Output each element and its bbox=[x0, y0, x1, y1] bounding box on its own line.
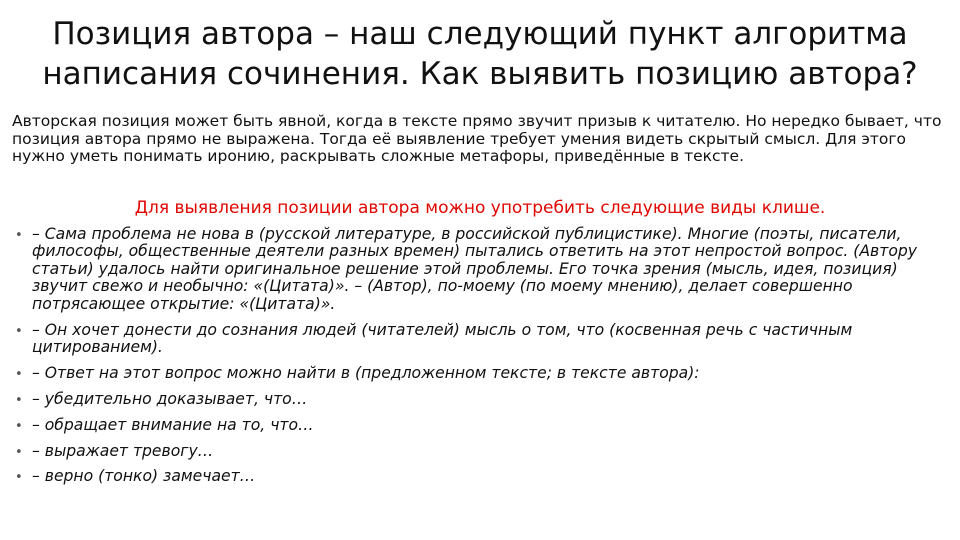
list-item-text: – Ответ на этот вопрос можно найти в (предложенном тексте; в тексте автора): bbox=[32, 363, 700, 382]
bullet-dot-icon: • bbox=[15, 323, 23, 339]
list-item-text: – убедительно доказывает, что… bbox=[32, 389, 308, 408]
list-item-text: – Он хочет донести до сознания людей (читателей) мысль о том, что (косвенная речь с частичным цитированием). bbox=[32, 320, 853, 356]
list-item bbox=[12, 365, 946, 382]
list-item-text: – Сама проблема не нова в (русской литературе, в российской публицистике). Многие (поэты, писатели, философы, общественные деятели разных времен) пытались ответить на этот непростой вопрос. (Автору статьи) удалось найти оригинальное решение этой проблемы. Его точка зрения (мысль, идея, позиция) звучит свежо и необычно: «(Цитата)». – (Автор), по-моему (по моему мнению), делает совершенно потрясающее открытие: «(Цитата)». bbox=[32, 225, 917, 313]
list-item bbox=[12, 417, 946, 434]
list-item-text: – выражает тревогу… bbox=[32, 441, 214, 460]
bullet-dot-icon: • bbox=[15, 366, 23, 382]
list-item bbox=[12, 322, 946, 357]
intro-paragraph: Авторская позиция может быть явной, когда в тексте прямо звучит призыв к читателю. Но нередко бывает, что позиция автора прямо не выражена. Тогда её выявление требует умения видеть скрытый смысл. Для этого нужно уметь понимать иронию, раскрывать сложные метафоры, приведённые в тексте. bbox=[12, 112, 942, 165]
list-item bbox=[12, 443, 946, 460]
list-item-text: – обращает внимание на то, что… bbox=[32, 415, 314, 434]
list-item bbox=[12, 391, 946, 408]
slide-title bbox=[20, 14, 940, 94]
list-item bbox=[12, 226, 946, 313]
bullet-dot-icon: • bbox=[15, 228, 23, 243]
title-emphasis: Позиция автора bbox=[52, 16, 314, 52]
bullet-dot-icon: • bbox=[15, 470, 23, 486]
bullet-dot-icon: • bbox=[15, 392, 23, 408]
title-rest: – наш следующий пункт алгоритма написания сочинения. Как выявить позицию автора? bbox=[42, 16, 918, 92]
bullet-dot-icon: • bbox=[15, 444, 23, 460]
list-item bbox=[12, 468, 946, 485]
list-item-text: – верно (тонко) замечает… bbox=[32, 467, 256, 486]
cliche-heading: Для выявления позиции автора можно употребить следующие виды клише. bbox=[134, 198, 826, 218]
bullet-dot-icon: • bbox=[15, 418, 23, 434]
cliche-list bbox=[12, 226, 946, 494]
